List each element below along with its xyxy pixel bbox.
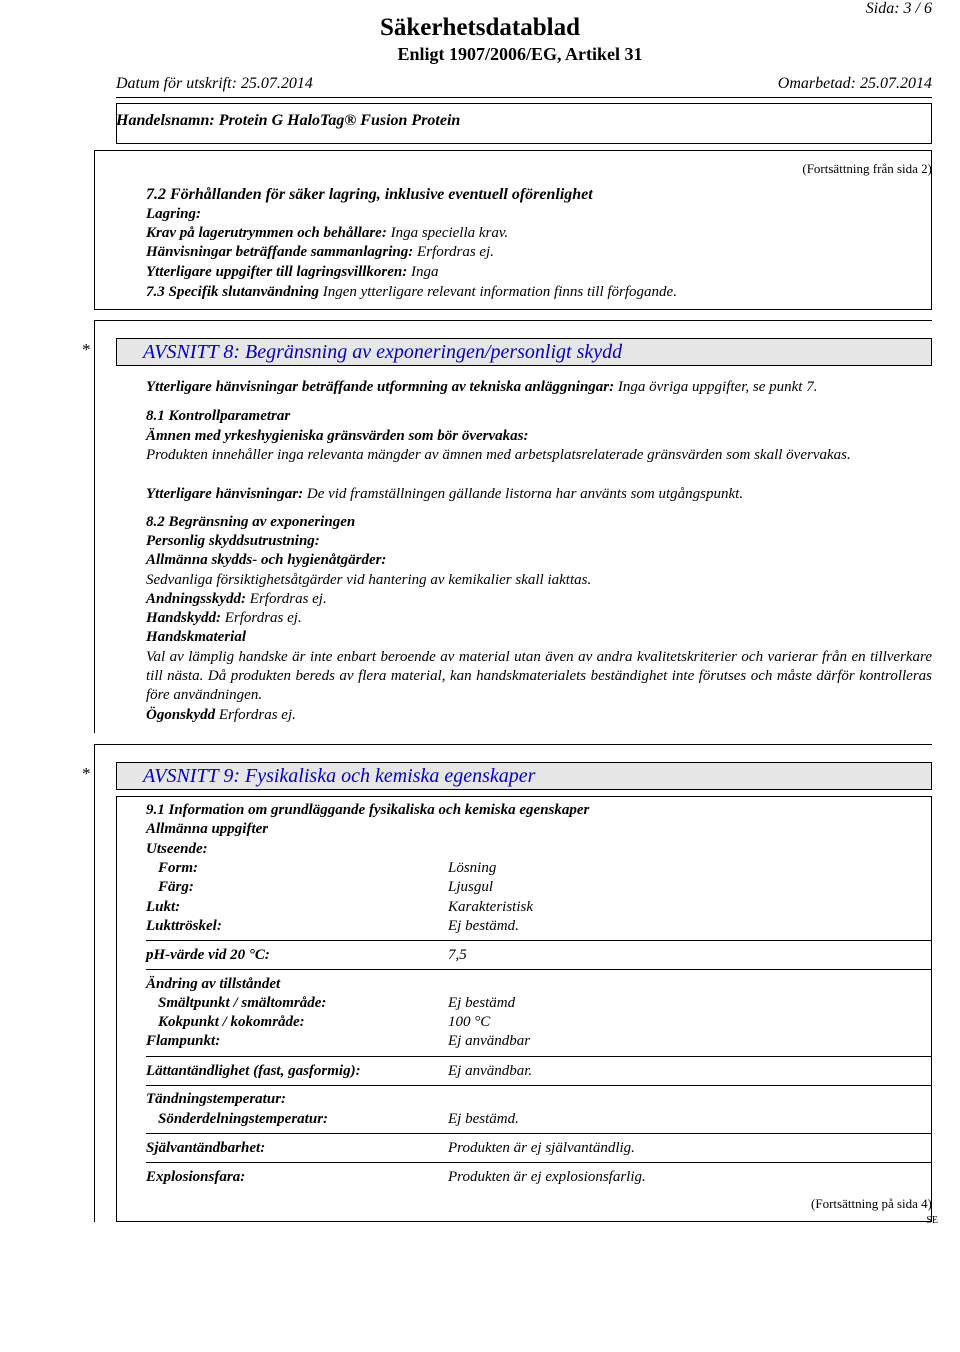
revised-value: 25.07.2014 — [860, 75, 932, 92]
farg-value: Ljusgul — [448, 879, 494, 895]
ytterligare-hanvisningar-line — [146, 485, 743, 504]
form-value: Lösning — [448, 860, 497, 876]
ytterligare-hanvisningar-value: De vid framställningen gällande listorna har använts som utgångspunkt. — [306, 486, 744, 502]
changed-marker-9: * — [82, 764, 91, 783]
divider — [146, 1133, 932, 1134]
handskydd-line — [146, 609, 302, 628]
section9-left-rule — [94, 744, 95, 1222]
flampunkt-label: Flampunkt: — [146, 1033, 221, 1049]
smaltpunkt-value: Ej bestämd — [448, 995, 516, 1011]
tech-line — [146, 378, 817, 397]
heading-7-3-line — [146, 283, 677, 302]
krav-label: Krav på lagerutrymmen och behållare: — [146, 225, 387, 241]
tradename-label: Handelsnamn: — [116, 112, 215, 129]
section9-top-rule — [94, 744, 932, 745]
ytterligare-label: Ytterligare uppgifter till lagringsvillkoren: — [146, 264, 408, 280]
produkten-text: Produkten innehåller inga relevanta mängder av ämnen med arbetsplatsrelaterade gränsvärden som skall övervakas. — [146, 447, 851, 463]
utseende-label: Utseende: — [146, 841, 208, 857]
allmanna-label: Allmänna skydds- och hygienåtgärder: — [146, 552, 387, 568]
personlig-label: Personlig skyddsutrustning: — [146, 533, 320, 549]
revised-label: Omarbetad: — [777, 75, 856, 92]
tradename-value: Protein G HaloTag® Fusion Protein — [218, 112, 461, 129]
lagring-label: Lagring: — [146, 206, 202, 222]
krav-line — [146, 224, 508, 243]
lukttroskel-value: Ej bestämd. — [448, 918, 519, 934]
handskydd-label: Handskydd: — [146, 610, 221, 626]
heading-8-1: 8.1 Kontrollparametrar — [146, 408, 291, 424]
divider — [146, 1162, 932, 1163]
explosionsfara-value: Produkten är ej explosionsfarlig. — [448, 1169, 646, 1185]
heading-8-2: 8.2 Begränsning av exponeringen — [146, 514, 356, 530]
flampunkt-value: Ej användbar — [448, 1033, 531, 1049]
ytterligare-line — [146, 263, 439, 282]
allmanna-uppgifter: Allmänna uppgifter — [146, 821, 269, 837]
form-label: Form: — [158, 860, 199, 876]
section8-title: AVSNITT 8: Begränsning av exponeringen/personligt skydd — [116, 338, 932, 366]
heading-9-1: 9.1 Information om grundläggande fysikaliska och kemiska egenskaper — [146, 802, 590, 818]
krav-value: Inga speciella krav. — [390, 225, 509, 241]
kokpunkt-label: Kokpunkt / kokområde: — [158, 1014, 305, 1030]
tradename — [116, 112, 460, 130]
continued-from: (Fortsättning från sida 2) — [802, 161, 932, 176]
handskmaterial-label: Handskmaterial — [146, 629, 247, 645]
heading-7-2: 7.2 Förhållanden för säker lagring, inklusive eventuell oförenlighet — [146, 186, 593, 203]
andningsskydd-label: Andningsskydd: — [146, 591, 247, 607]
changed-marker: * — [82, 340, 91, 359]
lukt-value: Karakteristisk — [448, 899, 533, 915]
lukttroskel-label: Lukttröskel: — [146, 918, 222, 934]
ytterligare-hanvisningar-label: Ytterligare hänvisningar: — [146, 486, 304, 502]
revised-date — [778, 75, 932, 93]
smaltpunkt-label: Smältpunkt / smältområde: — [158, 995, 327, 1011]
andningsskydd-value: Erfordras ej. — [249, 591, 327, 607]
print-date-label: Datum för utskrift: — [116, 75, 237, 92]
hanvisning-label: Hänvisningar beträffande sammanlagring: — [146, 244, 414, 260]
ogonskydd-label: Ögonskydd — [146, 707, 216, 723]
tandningstemperatur-label: Tändningstemperatur: — [146, 1091, 287, 1107]
sonderdelning-value: Ej bestämd. — [448, 1111, 519, 1127]
handskmaterial-text: Val av lämplig handske är inte enbart beroende av material utan även av andra kvalitetskriterier och varierar från en tillverkare till nästa. Då produkten bereds av flera material, kan handskmaterialets beständighet inte förutses och måste därför kontrolleras före användningen. — [146, 649, 932, 703]
sonderdelning-label: Sönderdelningstemperatur: — [158, 1111, 329, 1127]
page-number: Sida: 3 / 6 — [865, 0, 932, 17]
divider — [146, 969, 932, 970]
farg-label: Färg: — [158, 879, 194, 895]
section8-top-rule — [94, 320, 932, 321]
sjalvantandbarhet-label: Självantändbarhet: — [146, 1140, 266, 1156]
divider — [146, 1056, 932, 1057]
header-rule — [116, 97, 932, 98]
ytterligare-value: Inga — [411, 264, 439, 280]
kokpunkt-value: 100 °C — [448, 1014, 491, 1030]
lukt-label: Lukt: — [146, 899, 181, 915]
andningsskydd-line — [146, 590, 327, 609]
tech-value: Inga övriga uppgifter, se punkt 7. — [617, 379, 818, 395]
lattantandlighet-label: Lättantändlighet (fast, gasformig): — [146, 1063, 361, 1079]
section8-left-rule — [94, 320, 95, 733]
language-code: SE — [926, 1215, 938, 1226]
ogonskydd-line — [146, 706, 296, 725]
divider — [146, 940, 932, 941]
print-date — [116, 75, 313, 93]
heading-7-3: 7.3 Specifik slutanvändning — [146, 284, 319, 300]
print-date-value: 25.07.2014 — [240, 75, 313, 92]
section9-title: AVSNITT 9: Fysikaliska och kemiska egenskaper — [116, 762, 932, 790]
ph-value: 7,5 — [448, 947, 467, 963]
andring-label: Ändring av tillståndet — [146, 976, 281, 992]
hanvisning-value: Erfordras ej. — [417, 244, 494, 260]
sjalvantandbarhet-value: Produkten är ej självantändlig. — [448, 1140, 635, 1156]
document-subtitle: Enligt 1907/2006/EG, Artikel 31 — [397, 44, 643, 64]
handskydd-value: Erfordras ej. — [224, 610, 302, 626]
amnen-label: Ämnen med yrkeshygieniska gränsvärden som bör övervakas: — [146, 428, 529, 444]
continues-on: (Fortsättning på sida 4) — [811, 1196, 932, 1211]
explosionsfara-label: Explosionsfara: — [146, 1169, 246, 1185]
divider — [146, 1085, 932, 1086]
tech-label: Ytterligare hänvisningar beträffande utformning av tekniska anläggningar: — [146, 379, 615, 395]
sedvanliga-text: Sedvanliga försiktighetsåtgärder vid hantering av kemikalier skall iakttas. — [146, 572, 592, 588]
hanvisning-line — [146, 243, 494, 262]
ph-label: pH-värde vid 20 °C: — [146, 947, 270, 963]
ogonskydd-value: Erfordras ej. — [218, 707, 296, 723]
lattantandlighet-value: Ej användbar. — [448, 1063, 533, 1079]
heading-7-3-value: Ingen ytterligare relevant information finns till förfogande. — [322, 284, 677, 300]
document-title: Säkerhetsdatablad — [379, 14, 581, 41]
